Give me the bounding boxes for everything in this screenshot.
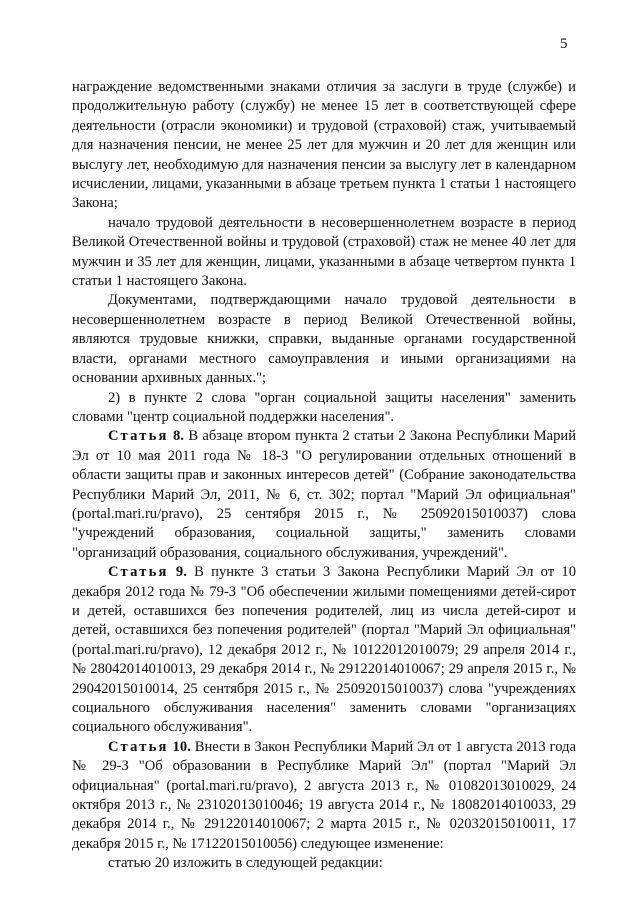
article-text: Внести в Закон Республики Марий Эл от 1 августа 2013 года № 29-З "Об образовании в Республике Марий Эл" (портал "Марий Эл официальная" (portal.mari.ru/pravo), 2 августа 2013 г., № 01082013010029, 24 октября 2013 г., № 23102013010046; 19 августа 2014 г., № 18082014010033, 29 декабря 2014 г., № 29122014010067; 2 марта 2015 г., № 02032015010011, 17 декабря 2015 г., № 17122015010056) следующее изменение: <box>72 738 576 852</box>
article-number: 9. <box>175 564 187 581</box>
paragraph-continuation: награждение ведомственными знаками отличия за заслуги в труде (службе) и продолжительную работу (службу) не менее 15 лет в соответствующей сфере деятельности (отрасли экономики) и трудовой (страховой) стаж, учитываемый для назначения пенсии, не менее 25 лет для мужчин и 20 лет для женщин или выслугу лет, необходимую для назначения пенсии за выслугу лет в календарном исчислении, лицами, указанными в абзаце третьем пункта 1 статьи 1 настоящего Закона; <box>72 79 576 212</box>
article-8 <box>72 427 576 563</box>
article-number: 8. <box>172 428 184 445</box>
article-label: Статья <box>108 738 169 755</box>
closing-line: статью 20 изложить в следующей редакции: <box>108 855 383 872</box>
article-text: В пункте 3 статьи 3 Закона Республики Марий Эл от 10 декабря 2012 года № 79-З "Об обеспечении жилыми помещениями детей-сирот и детей, оставшихся без попечения родителей, лиц из числа детей-сирот и детей, оставшихся без попечения родителей" (портал "Марий Эл официальная" (portal.mari.ru/pravo), 12 декабря 2012 г., № 10122012010079; 29 апреля 2014 г., № 28042014010013, 29 декабря 2014 г., № 29122014010067; 29 апреля 2015 г., № 29042015010014, 25 сентября 2015 г., № 25092015010037) слова "учреждениях социального обслуживания населения" заменить словами "организациях социального обслуживания". <box>72 564 576 736</box>
article-label: Статья <box>108 564 169 581</box>
paragraph: начало трудовой деятельности в несовершеннолетнем возрасте в период Великой Отечественной войны и трудовой (страховой) стаж не менее 40 лет для мужчин и 35 лет для женщин, лицами, указанными в абзаце четвертом пункта 1 статьи 1 настоящего Закона. <box>72 214 576 290</box>
article-9 <box>72 563 576 738</box>
document-body <box>72 78 576 874</box>
article-10 <box>72 738 576 854</box>
page-number: 5 <box>560 36 568 52</box>
paragraph: Документами, подтверждающими начало трудовой деятельности в несовершеннолетнем возрасте в период Великой Отечественной войны, являются трудовые книжки, справки, выданные органами государственной власти, органами местного самоуправления и иными организациями на основании архивных данных."; <box>72 292 576 387</box>
article-number: 10. <box>172 738 191 755</box>
article-label: Статья <box>108 428 169 445</box>
paragraph: 2) в пункте 2 слова "орган социальной защиты населения" заменить словами "центр социальной поддержки населения". <box>72 389 576 425</box>
article-text: В абзаце втором пункта 2 статьи 2 Закона Республики Марий Эл от 10 мая 2011 года № 18-З "О регулировании отдельных отношений в области защиты прав и законных интересов детей" (Собрание законодательства Республики Марий Эл, 2011, № 6, ст. 302; портал "Марий Эл официальная" (portal.mari.ru/pravo), 25 сентября 2015 г., № 25092015010037) слова "учреждений образования, социальной защиты," заменить словами "организаций образования, социального обслуживания, учреждений". <box>72 428 576 561</box>
